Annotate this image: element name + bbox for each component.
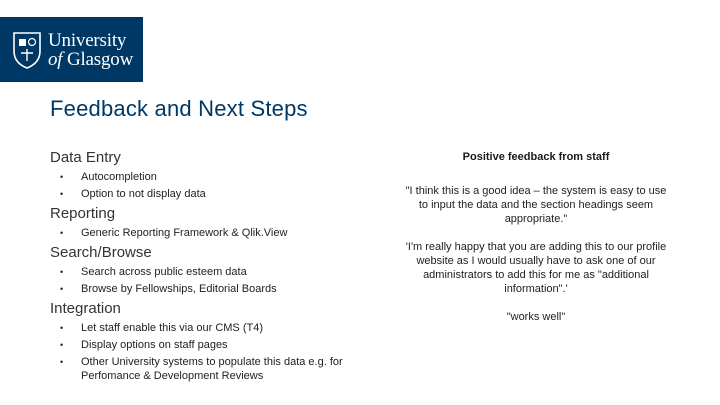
- logo-wordmark: [48, 31, 133, 69]
- slide-title: Feedback and Next Steps: [50, 96, 308, 121]
- crest-icon: [12, 31, 42, 69]
- section-integration: [50, 299, 380, 383]
- section-heading: Integration: [50, 300, 121, 317]
- bullet: •: [60, 357, 64, 367]
- university-logo: [0, 17, 143, 82]
- logo-line2: [48, 50, 133, 69]
- list-item-text: Option to not display data: [81, 188, 206, 200]
- list-item-text: Other University systems to populate this data e.g. for Perfomance & Development Reviews: [81, 356, 343, 382]
- list-item-text: Autocompletion: [81, 171, 157, 183]
- bullet: •: [60, 228, 64, 238]
- section-reporting: [50, 204, 380, 240]
- feedback-heading: Positive feedback from staff: [462, 151, 610, 163]
- section-heading: Reporting: [50, 205, 116, 222]
- list-item: [50, 226, 380, 240]
- list-item: [50, 282, 380, 296]
- logo-line2-prefix: of: [48, 48, 63, 70]
- feedback-quote: "I think this is a good idea – the system is easy to use to input the data and the section headings seem appropriate.": [405, 185, 667, 225]
- bullet: •: [60, 189, 64, 199]
- bullet: •: [60, 323, 64, 333]
- section-data-entry: [50, 148, 380, 201]
- logo-line1: University: [48, 29, 127, 51]
- logo-line2-rest: Glasgow: [66, 48, 134, 70]
- list-item: [50, 265, 380, 279]
- section-heading: Search/Browse: [50, 244, 152, 261]
- list-item-text: Search across public esteem data: [81, 266, 247, 278]
- list-item: [50, 338, 380, 352]
- section-search-browse: [50, 243, 380, 296]
- next-steps-list: [50, 148, 380, 386]
- list-item: [50, 321, 380, 335]
- list-item: [50, 170, 380, 184]
- list-item-text: Let staff enable this via our CMS (T4): [81, 322, 263, 334]
- feedback-quote: "works well": [506, 311, 566, 323]
- bullet: •: [60, 340, 64, 350]
- bullet: •: [60, 267, 64, 277]
- bullet: •: [60, 284, 64, 294]
- list-item: [50, 355, 380, 383]
- staff-feedback: [400, 150, 672, 338]
- list-item: [50, 187, 380, 201]
- feedback-quote: 'I'm really happy that you are adding this to our profile website as I would usually have to ask one of our administrators to add this for me as "additional information".': [405, 241, 667, 295]
- list-item-text: Browse by Fellowships, Editorial Boards: [81, 283, 277, 295]
- list-item-text: Generic Reporting Framework & Qlik.View: [81, 227, 288, 239]
- bullet: •: [60, 172, 64, 182]
- section-heading: Data Entry: [50, 149, 121, 166]
- list-item-text: Display options on staff pages: [81, 339, 228, 351]
